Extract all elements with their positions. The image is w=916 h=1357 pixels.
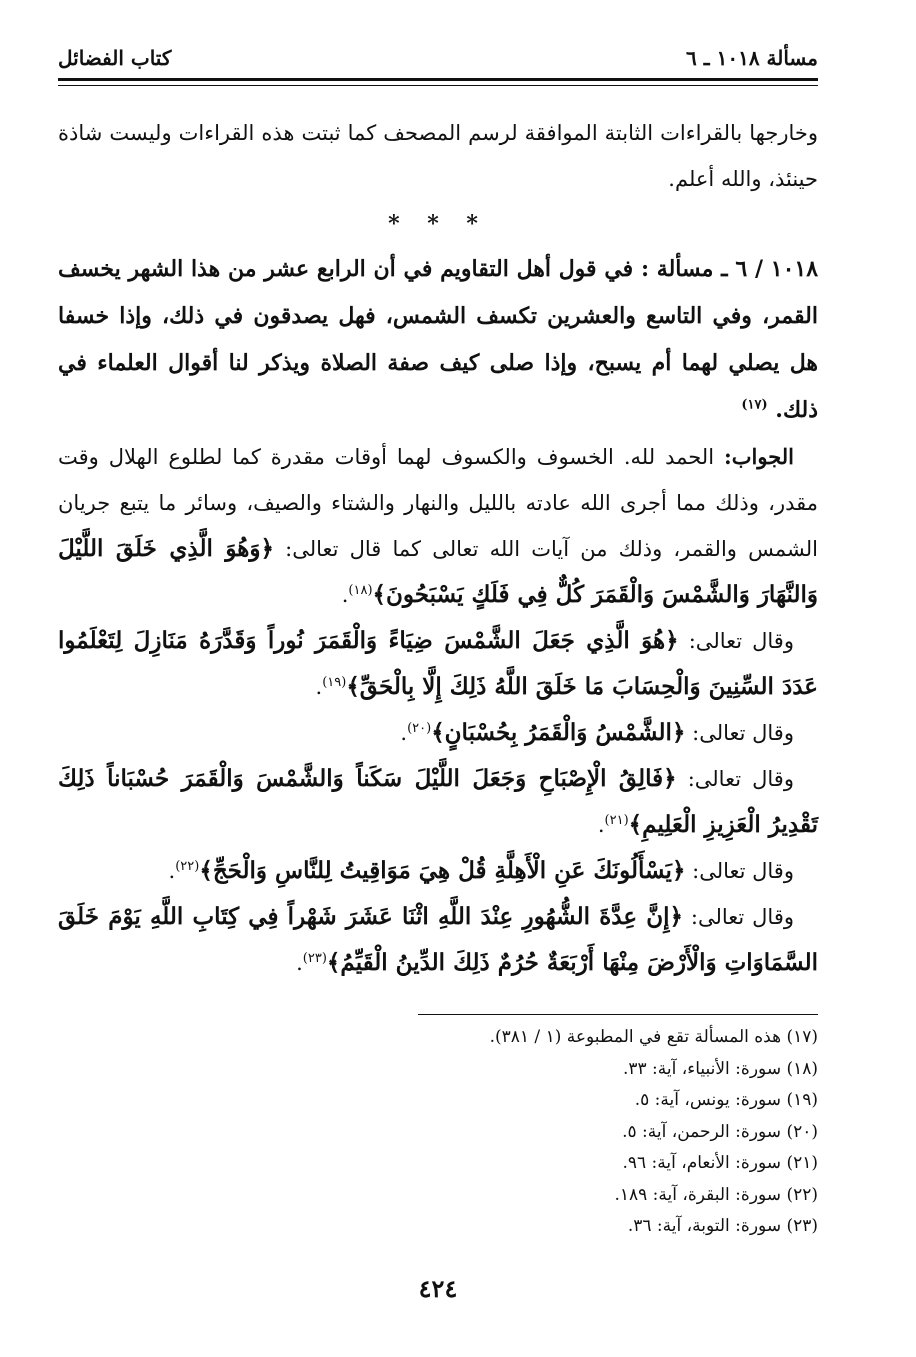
quran-verse: ﴿وَهُوَ الَّذِي خَلَقَ اللَّيْلَ وَالنَّهَارَ وَالشَّمْسَ وَالْقَمَرَ كُلٌّ فِي فَلَكٍ يَسْبَحُونَ﴾	[58, 535, 818, 608]
running-header	[58, 40, 818, 80]
footnote: (١٩) سورة: يونس، آية: ٥.	[634, 1090, 818, 1110]
question-paragraph	[58, 246, 818, 434]
section-separator: * * *	[388, 211, 488, 237]
main-text	[58, 110, 818, 986]
header-rule-thick	[58, 78, 818, 81]
issue-number: مسألة ١٠١٨ ـ ٦	[686, 46, 818, 70]
verse-intro: وقال تعالى:	[692, 859, 794, 883]
answer-paragraph: الجواب: الحمد لله. الخسوف والكسوف لهما أوقات مقدرة كما لطلوع الهلال وقت مقدر، وذلك مما أجرى الله عادته بالليل والنهار والشتاء والصيف، وسائر ما يتبع جريان الشمس والقمر، وذلك من آيات الله تعالى كما قال تعالى: ﴿وَهُوَ الَّذِي خَلَقَ اللَّيْلَ وَالنَّهَارَ وَالشَّمْسَ وَالْقَمَرَ كُلٌّ فِي فَلَكٍ يَسْبَحُونَ﴾$^{(١٨)}$.	[58, 444, 818, 608]
verse-paragraph: وقال تعالى: ﴿الشَّمْسُ وَالْقَمَرُ بِحُسْبَانٍ﴾$^{(٢٠)}$.	[400, 719, 794, 746]
header-rule-thin	[58, 85, 818, 86]
verse-paragraph: وقال تعالى: ﴿هُوَ الَّذِي جَعَلَ الشَّمْسَ ضِيَاءً وَالْقَمَرَ نُوراً وَقَدَّرَهُ مَنَازِلَ لِتَعْلَمُوا عَدَدَ السِّنِينَ وَالْحِسَابَ مَا خَلَقَ اللَّهُ ذَلِكَ إِلَّا بِالْحَقِّ﴾$^{(١٩)}$.	[58, 627, 818, 700]
quran-verse: ﴿هُوَ الَّذِي جَعَلَ الشَّمْسَ ضِيَاءً وَالْقَمَرَ نُوراً وَقَدَّرَهُ مَنَازِلَ لِتَعْلَمُوا عَدَدَ السِّنِينَ وَالْحِسَابَ مَا خَلَقَ اللَّهُ ذَلِكَ إِلَّا بِالْحَقِّ﴾	[58, 627, 818, 700]
quran-verse: ﴿يَسْأَلُونَكَ عَنِ الْأَهِلَّةِ قُلْ هِيَ مَوَاقِيتُ لِلنَّاسِ وَالْحَجِّ﴾	[199, 857, 686, 884]
footnote-ref: (١٩)	[322, 675, 347, 690]
footnote: (٢١) سورة: الأنعام، آية: ٩٦.	[622, 1153, 818, 1173]
continuation-paragraph: وخارجها بالقراءات الثابتة الموافقة لرسم المصحف كما ثبتت هذه القراءات وليست شاذة حينئذ، والله أعلم.	[58, 121, 818, 191]
footnote: (١٧) هذه المسألة تقع في المطبوعة (١ / ٣٨١).	[489, 1027, 818, 1047]
verse-paragraph: وقال تعالى: ﴿يَسْأَلُونَكَ عَنِ الْأَهِلَّةِ قُلْ هِيَ مَوَاقِيتُ لِلنَّاسِ وَالْحَجِّ﴾$^{(٢٢)}$.	[168, 857, 794, 884]
footnote-rule	[418, 1014, 818, 1015]
verse-intro: وقال تعالى:	[692, 721, 794, 745]
verse-paragraph: وقال تعالى: ﴿فَالِقُ الْإِصْبَاحِ وَجَعَلَ اللَّيْلَ سَكَناً وَالشَّمْسَ وَالْقَمَرَ حُسْبَاناً ذَلِكَ تَقْدِيرُ الْعَزِيزِ الْعَلِيمِ﴾$^{(٢١)}$.	[58, 765, 818, 838]
footnote: (٢٣) سورة: التوبة، آية: ٣٦.	[627, 1216, 818, 1236]
footnote: (٢٠) سورة: الرحمن، آية: ٥.	[622, 1121, 818, 1142]
page-number: ٤٢٤	[418, 1274, 458, 1303]
verse-paragraph: وقال تعالى: ﴿إِنَّ عِدَّةَ الشُّهُورِ عِنْدَ اللَّهِ اثْنَا عَشَرَ شَهْراً فِي كِتَابِ اللَّهِ يَوْمَ خَلَقَ السَّمَاوَاتِ وَالْأَرْضَ مِنْهَا أَرْبَعَةٌ حُرُمٌ ذَلِكَ الدِّينُ الْقَيِّمُ﴾$^{(٢٣)}$.	[58, 903, 818, 976]
footnote-ref: (٢٢)	[175, 859, 200, 874]
footnote-ref: (٢٣)	[302, 951, 327, 966]
footnote: (١٨) سورة: الأنبياء، آية: ٣٣.	[622, 1058, 818, 1079]
footnote-ref: (٢١)	[604, 813, 629, 828]
book-page	[58, 40, 818, 1320]
verse-intro: وقال تعالى:	[688, 629, 794, 653]
footnote: (٢٢) سورة: البقرة، آية: ١٨٩.	[614, 1184, 818, 1205]
quran-verse: ﴿فَالِقُ الْإِصْبَاحِ وَجَعَلَ اللَّيْلَ سَكَناً وَالشَّمْسَ وَالْقَمَرَ حُسْبَاناً ذَلِكَ تَقْدِيرُ الْعَزِيزِ الْعَلِيمِ﴾	[58, 765, 818, 838]
quran-verse: ﴿الشَّمْسُ وَالْقَمَرُ بِحُسْبَانٍ﴾	[431, 719, 686, 746]
answer-label: الجواب:	[723, 444, 794, 469]
footnote-ref: (٢٠)	[407, 721, 432, 736]
answer-text: الحمد لله. الخسوف والكسوف لهما أوقات مقدرة كما لطلوع الهلال وقت مقدر، وذلك مما أجرى الله عادته بالليل والنهار والشتاء والصيف، وسائر ما يتبع جريان الشمس والقمر، وذلك من آيات الله تعالى كما قال تعالى:	[58, 445, 818, 561]
quran-verse: ﴿إِنَّ عِدَّةَ الشُّهُورِ عِنْدَ اللَّهِ اثْنَا عَشَرَ شَهْراً فِي كِتَابِ اللَّهِ يَوْمَ خَلَقَ السَّمَاوَاتِ وَالْأَرْضَ مِنْهَا أَرْبَعَةٌ حُرُمٌ ذَلِكَ الدِّينُ الْقَيِّمُ﴾	[58, 903, 818, 976]
verse-intro: وقال تعالى:	[690, 905, 794, 929]
footnote-ref: (١٧)	[741, 397, 768, 413]
question-label: ١٠١٨ / ٦ ـ مسألة :	[640, 256, 819, 282]
footnotes	[58, 1022, 818, 1243]
verse-intro: وقال تعالى:	[687, 767, 794, 791]
footnote-ref: (١٨)	[348, 583, 373, 598]
book-title: كتاب الفضائل	[58, 46, 172, 70]
question-text: في قول أهل التقاويم في أن الرابع عشر من هذا الشهر يخسف القمر، وفي التاسع والعشرين تكسف الشمس، فهل يصدقون في ذلك، وإذا خسفا هل يصلي لهما أم يسبح، وإذا صلى كيف صفة الصلاة ويذكر لنا أقوال العلماء في ذلك.	[58, 256, 818, 423]
